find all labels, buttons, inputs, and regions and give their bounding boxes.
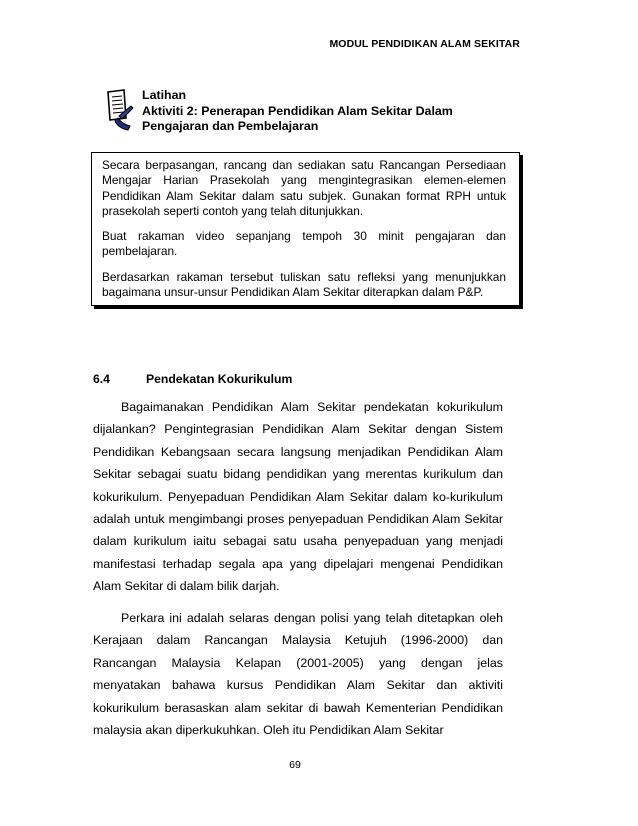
task-paragraph-1: Secara berpasangan, rancang dan sediakan satu Rancangan Persediaan Mengajar Harian Prasekolah yang mengintegrasikan elemen-elemen Pendidikan Alam Sekitar dalam satu subjek. Gunakan format RPH untuk prasekolah seperti contoh yang telah ditunjukkan. <box>102 158 506 218</box>
activity-title-line1: Aktiviti 2: Penerapan Pendidikan Alam Sekitar Dalam <box>142 103 453 118</box>
activity-title-line2: Pengajaran dan Pembelajaran <box>142 119 319 133</box>
running-header: MODUL PENDIDIKAN ALAM SEKITAR <box>329 38 520 50</box>
page-number: 69 <box>289 759 301 771</box>
task-instructions-box <box>91 152 520 306</box>
task-paragraph-3: Berdasarkan rakaman tersebut tuliskan satu refleksi yang menunjukkan bagaimana unsur-unsur Pendidikan Alam Sekitar diterapkan dalam P&P. <box>102 269 506 300</box>
section-title: Pendekatan Kokurikulum <box>146 372 293 386</box>
section-number: 6.4 <box>93 372 110 386</box>
body-paragraph-2-block <box>93 607 503 741</box>
task-paragraph-2: Buat rakaman video sepanjang tempoh 30 minit pengajaran dan pembelajaran. <box>102 229 506 259</box>
activity-heading <box>104 88 524 135</box>
section-heading <box>93 372 292 386</box>
body-paragraph-1: Bagaimanakan Pendidikan Alam Sekitar pendekatan kokurikulum dijalankan? Pengintegrasian Pendidikan Alam Sekitar dengan Sistem Pendidikan Kebangsaan secara langsung menjadikan Pendidikan Alam Sekitar sebagai suatu bidang pendidikan yang merentas kurikulum dan kokurikulum. Penyepaduan Pendidikan Alam Sekitar dalam ko-kurikulum adalah untuk mengimbangi proses penyepaduan Pendidikan Alam Sekitar dalam kurikulum iaitu sebagai satu usaha penyepaduan yang menjadi manifestasi terhadap segala apa yang dipelajari mengenai Pendidikan Alam Sekitar di dalam bilik darjah. <box>93 400 503 594</box>
activity-label: Latihan <box>142 88 187 102</box>
body-paragraph-1-block <box>93 396 503 598</box>
writing-hand-icon <box>104 88 136 132</box>
body-paragraph-2: Perkara ini adalah selaras dengan polisi yang telah ditetapkan oleh Kerajaan dalam Rancangan Malaysia Ketujuh (1996-2000) dan Rancangan Malaysia Kelapan (2001-2005) yang dengan jelas menyatakan bahawa kursus Pendidikan Alam Sekitar dan aktiviti kokurikulum berasaskan alam sekitar di bawah Kementerian Pendidikan malaysia akan diperkukuhkan. Oleh itu Pendidikan Alam Sekitar <box>93 611 503 738</box>
